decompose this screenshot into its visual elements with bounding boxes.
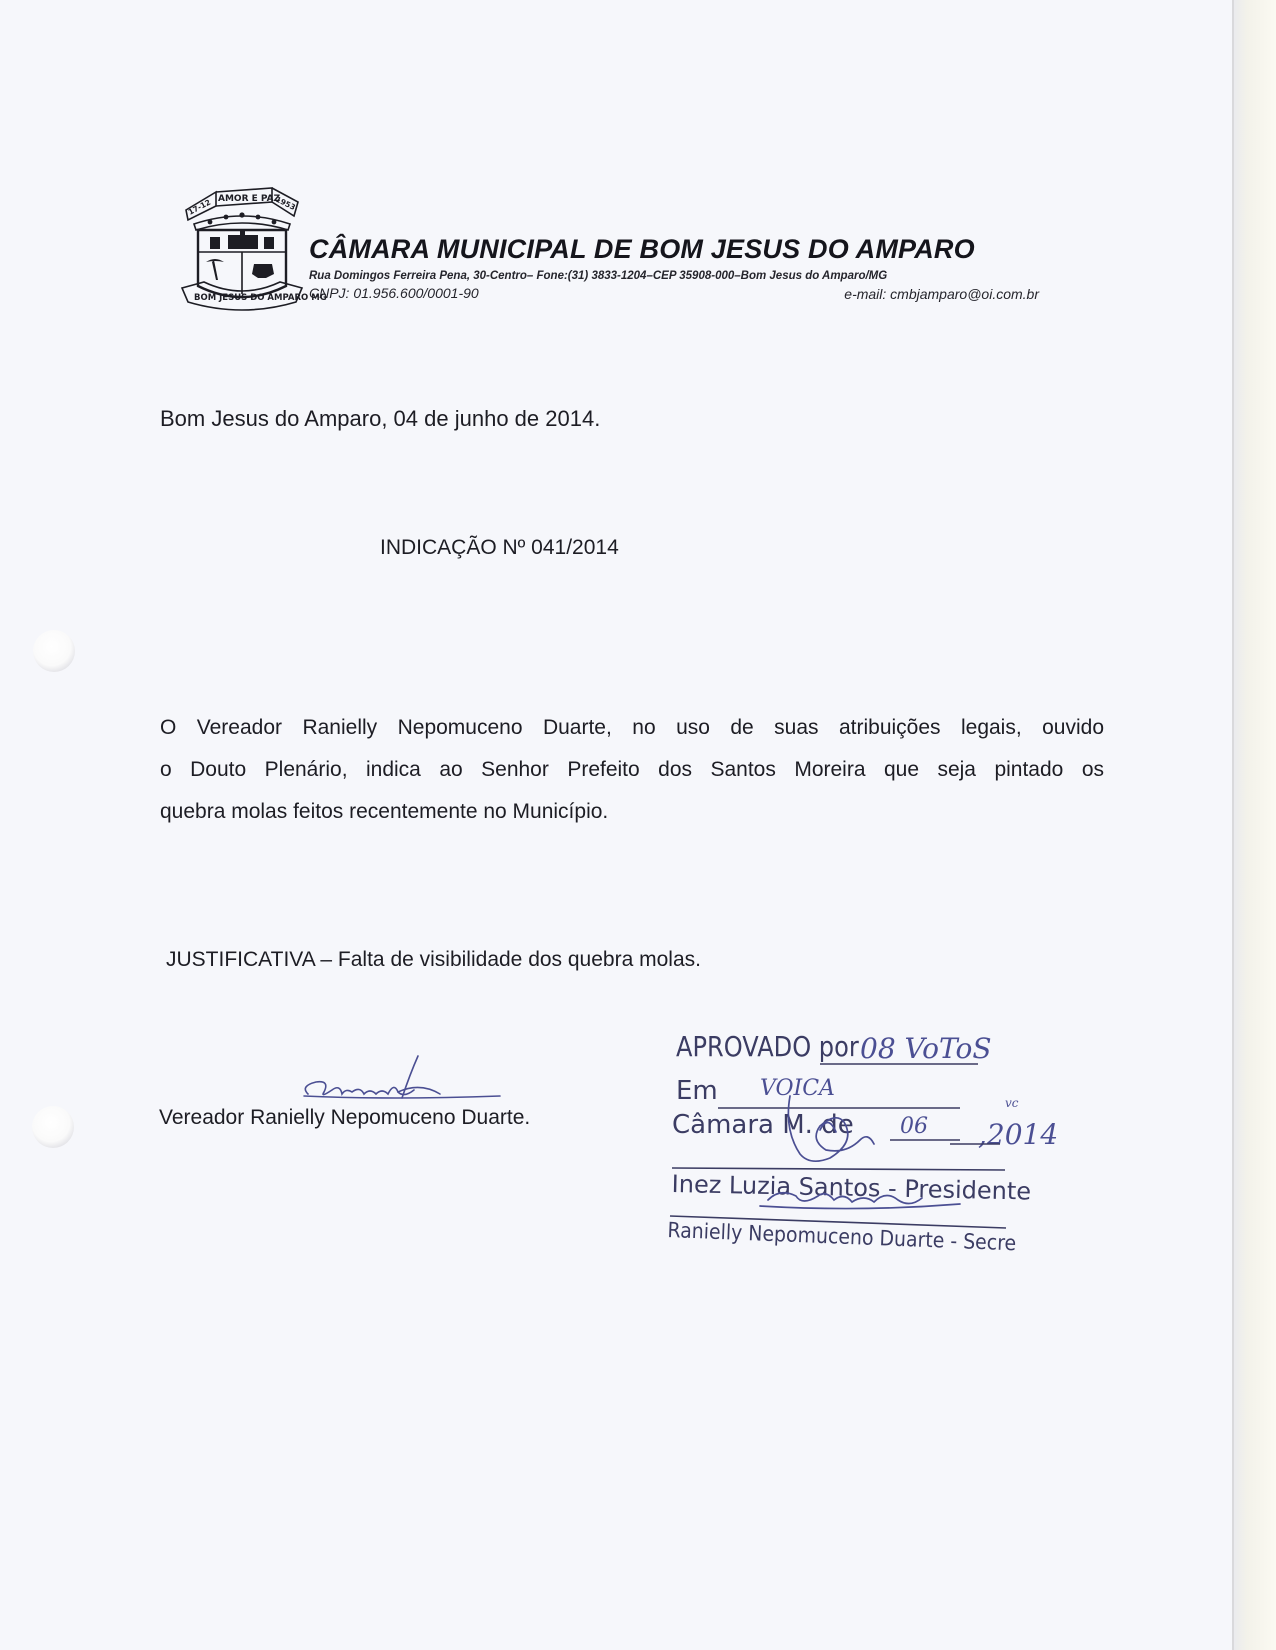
stamp-em-handwritten: VOICA xyxy=(760,1076,835,1101)
signer-name: Vereador Ranielly Nepomuceno Duarte. xyxy=(159,1106,531,1129)
seal-left-date: 17-12 xyxy=(186,197,213,217)
organization-address: Rua Domingos Ferreira Pena, 30-Centro– Fone:(31) 3833-1204–CEP 35908-000–Bom Jesus do Amparo/MG xyxy=(309,270,888,282)
stamp-em-label: Em xyxy=(676,1076,718,1106)
stamp-president: Inez Luzia Santos - Presidente xyxy=(671,1170,1032,1206)
organization-cnpj: CNPJ: 01.956.600/0001-90 xyxy=(309,285,479,301)
body-line-1: O Vereador Ranielly Nepomuceno Duarte, no uso de suas atribuições legais, ouvido xyxy=(160,716,1104,739)
organization-title: CÂMARA MUNICIPAL DE BOM JESUS DO AMPARO xyxy=(309,234,975,264)
body-line-2: o Douto Plenário, indica ao Senhor Prefeito dos Santos Moreira que seja pintado os xyxy=(160,758,1104,781)
punch-hole-bottom xyxy=(32,1106,74,1148)
seal-banner-text: BOM JESUS DO AMPARO MG xyxy=(194,293,327,303)
seal-motto: AMOR E PAZ xyxy=(218,194,281,204)
document-date: Bom Jesus do Amparo, 04 de junho de 2014. xyxy=(160,406,601,431)
paper-edge-line xyxy=(1232,0,1234,1650)
body-line-3: quebra molas feitos recentemente no Município. xyxy=(160,800,609,823)
municipal-seal-logo xyxy=(180,182,327,314)
handwritten-signature xyxy=(290,1052,520,1112)
indication-number: INDICAÇÃO Nº 041/2014 xyxy=(380,536,619,559)
approval-stamp xyxy=(660,1030,1100,1270)
justification-text: JUSTIFICATIVA – Falta de visibilidade dos quebra molas. xyxy=(166,948,701,971)
stamp-secretary: Ranielly Nepomuceno Duarte - Secre xyxy=(667,1218,1017,1256)
paper-edge xyxy=(1232,0,1276,1650)
stamp-camara-label: Câmara M. de xyxy=(672,1110,854,1140)
punch-hole-top xyxy=(33,630,75,672)
stamp-lines-and-signatures xyxy=(660,1030,1100,1270)
stamp-year-handwritten: ,2014 xyxy=(978,1118,1059,1151)
stamp-votes-handwritten: 08 VoToS xyxy=(860,1032,992,1065)
stamp-margin-note: vc xyxy=(1005,1096,1019,1110)
seal-right-date: 1953 xyxy=(274,194,297,212)
stamp-approved-label: APROVADO por xyxy=(676,1030,859,1063)
stamp-month-handwritten: 06 xyxy=(900,1114,928,1139)
indication-body xyxy=(160,707,1104,833)
organization-email: e-mail: cmbjamparo@oi.com.br xyxy=(844,286,1039,302)
